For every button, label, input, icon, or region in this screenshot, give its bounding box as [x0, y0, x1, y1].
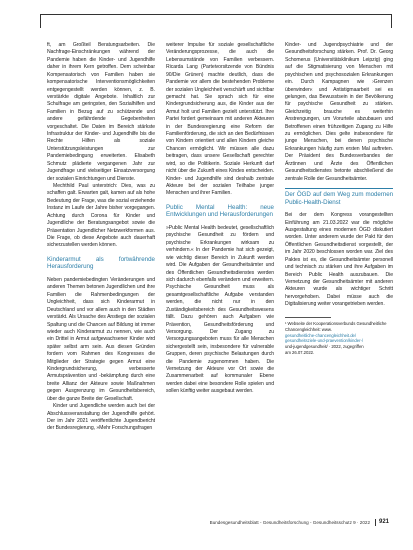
paragraph: Bei der dem Kongress vorangestellten Einführung am 21.03.2022 war die mögliche Ausgestaltung eines modernen ÖGD diskutiert worden. Unter anderem wurde der Pakt für den Öffentlichen Gesundheitsdienst vorgestellt, der im Jahr 2020 beschlossen worden war. Ziel des Paktes ist es, die Gesundheitsämter personell und technisch zu stärken und ihre Aufgaben im Bereich Public Health auszubauen. Die Vernetzung der Gesundheitsämter mit anderen Akteuren wurde als wichtiger Schritt hervorgehoben. Dabei müsse auch die Digitalisierung weiter vorangetrieben werden.	[285, 212, 393, 308]
section-heading: Kinderarmut als fortwährende Herausforderung	[47, 255, 155, 271]
paragraph: Kinder- und Jugendpsychiatrie und der Gesundheitsforschung stärken. Prof. Dr. Georg Schomerus (Universitätsklinikum Leipzig) ging auf die Stigmatisierung von Menschen mit psychischen und psychosozialen Erkrankungen ein. Durch Kampagnen wie ›Grenzen überwinden‹ und Antistigmaarbeit sei es gelungen, das Bewusstsein in der Bevölkerung für psychische Gesundheit zu stärken. Gleichzeitig brauche es weiterhin Anstrengungen, um Vorurteile abzubauen und Betroffenen einen frühzeitigen Zugang zu Hilfe zu ermöglichen. Dies gelte insbesondere für junge Menschen, bei denen psychische Erkrankungen häufig zum ersten Mal auftreten. Der Präsident des Bundesverbandes der Ärztinnen und Ärzte des Öffentlichen Gesundheitsdienstes betonte abschließend die zentrale Rolle der Gesundheitsämter.	[285, 42, 393, 182]
paragraph: »Public Mental Health bedeutet, gesellschaftlich psychische Gesundheit zu fördern und psychische Erkrankungen wirksam zu verhindern.« In der Pandemie hat sich gezeigt, wie wichtig dieser Bereich in Zukunft werden wird. Die Aufgaben der Gesundheitsämter und des Öffentlichen Gesundheitsdienstes werden sich dadurch ebenfalls verändern und erweitern. Psychische Gesundheit muss als gesamtgesellschaftliche Aufgabe verstanden werden, die nicht nur in den Zuständigkeitsbereich des Gesundheitswesens fällt. Dazu gehören auch Aufgaben wie Prävention, Gesundheitsförderung und Versorgung. Der Zugang zu Versorgungsangeboten muss für alle Menschen sichergestellt sein, insbesondere für vulnerable Gruppen, deren psychische Belastungen durch die Pandemie zugenommen haben. Die Vernetzung der Akteure vor Ort sowie die Zusammenarbeit auf kommunaler Ebene werden dabei eine besondere Rolle spielen und sollen künftig weiter ausgebaut werden.	[166, 225, 274, 395]
page-header-frame	[40, 14, 392, 28]
page-number: 921	[375, 519, 393, 526]
section-heading: Der ÖGD auf dem Weg zum modernen Public-Health-Dienst	[285, 188, 393, 206]
footnote-line: und-jugendgesundheit/ · 2022, zugegriffen	[285, 344, 364, 350]
footnote-divider	[285, 317, 331, 318]
text-column-1	[47, 42, 155, 433]
paragraph: weiterer Impulse für soziale gesellschaftliche Veränderungsprozesse, die auch die Lebensumstände von Familien verbessern. Ricarda Lang (Parteivorsitzende von Bündnis 90/Die Grünen) machte deutlich, dass die Pandemie vor allem die bestehenden Probleme der sozialen Ungleichheit verschärft und sichtbar gemacht hat. Sie sprach sich für eine Kindergrundsicherung aus, die Kinder aus der Armut holt und Familien gezielt unterstützt. Ihre Partei fordert gemeinsam mit anderen Akteuren in der Bundesregierung eine Reform der Familienförderung, die sich an den Bedürfnissen von Kindern orientiert und allen Kindern gleiche Chancen ermöglicht. Wir müssen alle dazu beitragen, dass unsere Gesellschaft gerechter wird, so die Politikerin. Soziale Herkunft darf nicht über die Zukunft eines Kindes entscheiden. Kinder- und Jugendhilfe sind deshalb zentrale Akteure bei der sozialen Teilhabe junger Menschen und ihrer Familien.	[166, 42, 274, 197]
paragraph: ft, am Großteil Beratungsarbeiten. Die Nachfrage-Einschränkungen während der Pandemie haben die Kinder- und Jugendhilfe daher in ihrem Kern getroffen. Dem scheinbar Kompensatorisch von Familien haben sie kompensatorische Interventionsmöglichkeiten entgegengestellt werden können, z. B. verstärkte digitale Angebote. Inhaltlich zur Schulfrage am geringsten, den Sozialhilfen und Familien in Bezug auf zu schützende und andere gefährdende Gegebenheiten vorgeschaltet. Die Daten im Bereich stärkste Infrastruktur der Kinder- und Jugendhilfe bis die Rechte Hilfen als soziale Unterstützungsleistungen zur Pandemiebedingung erweiterten. Elisabeth Schmutz plädierte vergangenen Jahr zur Jugendfrage und vielseitiger Einsatzversorgung der sozialen Einrichtungen und Dienste.	[47, 42, 155, 182]
journal-footer: Bundesgesundheitsblatt - Gesundheitsforschung - Gesundheitsschutz 9 · 2022	[209, 520, 370, 525]
text-column-3	[285, 42, 393, 356]
paragraph: Mechthild Paul unterstrich: Dies, was zu schaffen galt. Erwarten galt, kamen auf als hohe Bedeutung der Frage, was die sozial erziehende Instanz im Laufe der Jahre bisher vorgegangen. Achtung durch Corona für Kinder und Jugendliche der Beratungsangebot sowie die Präsentation Jugendlicher Netzwerkformen aus. Die Frage, ob diese Angebote auch dauerhaft sicherzustellen werden können.	[47, 183, 155, 249]
footnote-line: ¹ Webseite der Kooperationsverbunds Gesundheitliche Chancengleichheit: www.	[285, 320, 387, 332]
footnote-line: am 26.07.2022.	[285, 350, 315, 356]
footnote-link[interactable]: gesundheitsziele-und-praevention/kinder-/	[285, 338, 363, 344]
footnote	[285, 321, 393, 356]
text-column-2	[166, 42, 274, 396]
paragraph: Kinder und Jugendliche werden auch bei der Abschlussveranstaltung der Jugendhilfe gehört. Der im Jahr 2021 veröffentlichte Jugendbericht der Bundesregierung, »Mehr Forschungsfragen	[47, 403, 155, 432]
paragraph: Neben pandemiebedingten Veränderungen und anderen Themen betonen Jugendlichen und ihre Familien die Rahmenbedingungen der Ungleichheit, dass sich Kinderarmut in Deutschland und vor allem auch in den Städten verstärkt. Als Ursache des Anstiegs der sozialen Spaltung und die Chancen auf Bildung ist immer wieder auch Kinderarmut zu nennen, wie auch ein Drittel in Armut aufgewachsener Kinder wird später selbst arm sein. Aus diesen Gründen fordern vom Rahmen des Kongresses die Mitglieder der Strategie gegen Armut eine Kindergrundsicherung, verbesserte Armutsprävention und -bekämpfung durch eine breite Allianz der Akteure sowie Maßnahmen gegen Ausgrenzung im Gesundheitsbereich, über die ganze Breite der Gesellschaft.	[47, 277, 155, 402]
section-heading: Public Mental Health: neue Entwicklungen und Herausforderungen	[166, 203, 274, 219]
footnote-link[interactable]: gesundheitliche-chancengleichheit.de/	[285, 332, 357, 338]
